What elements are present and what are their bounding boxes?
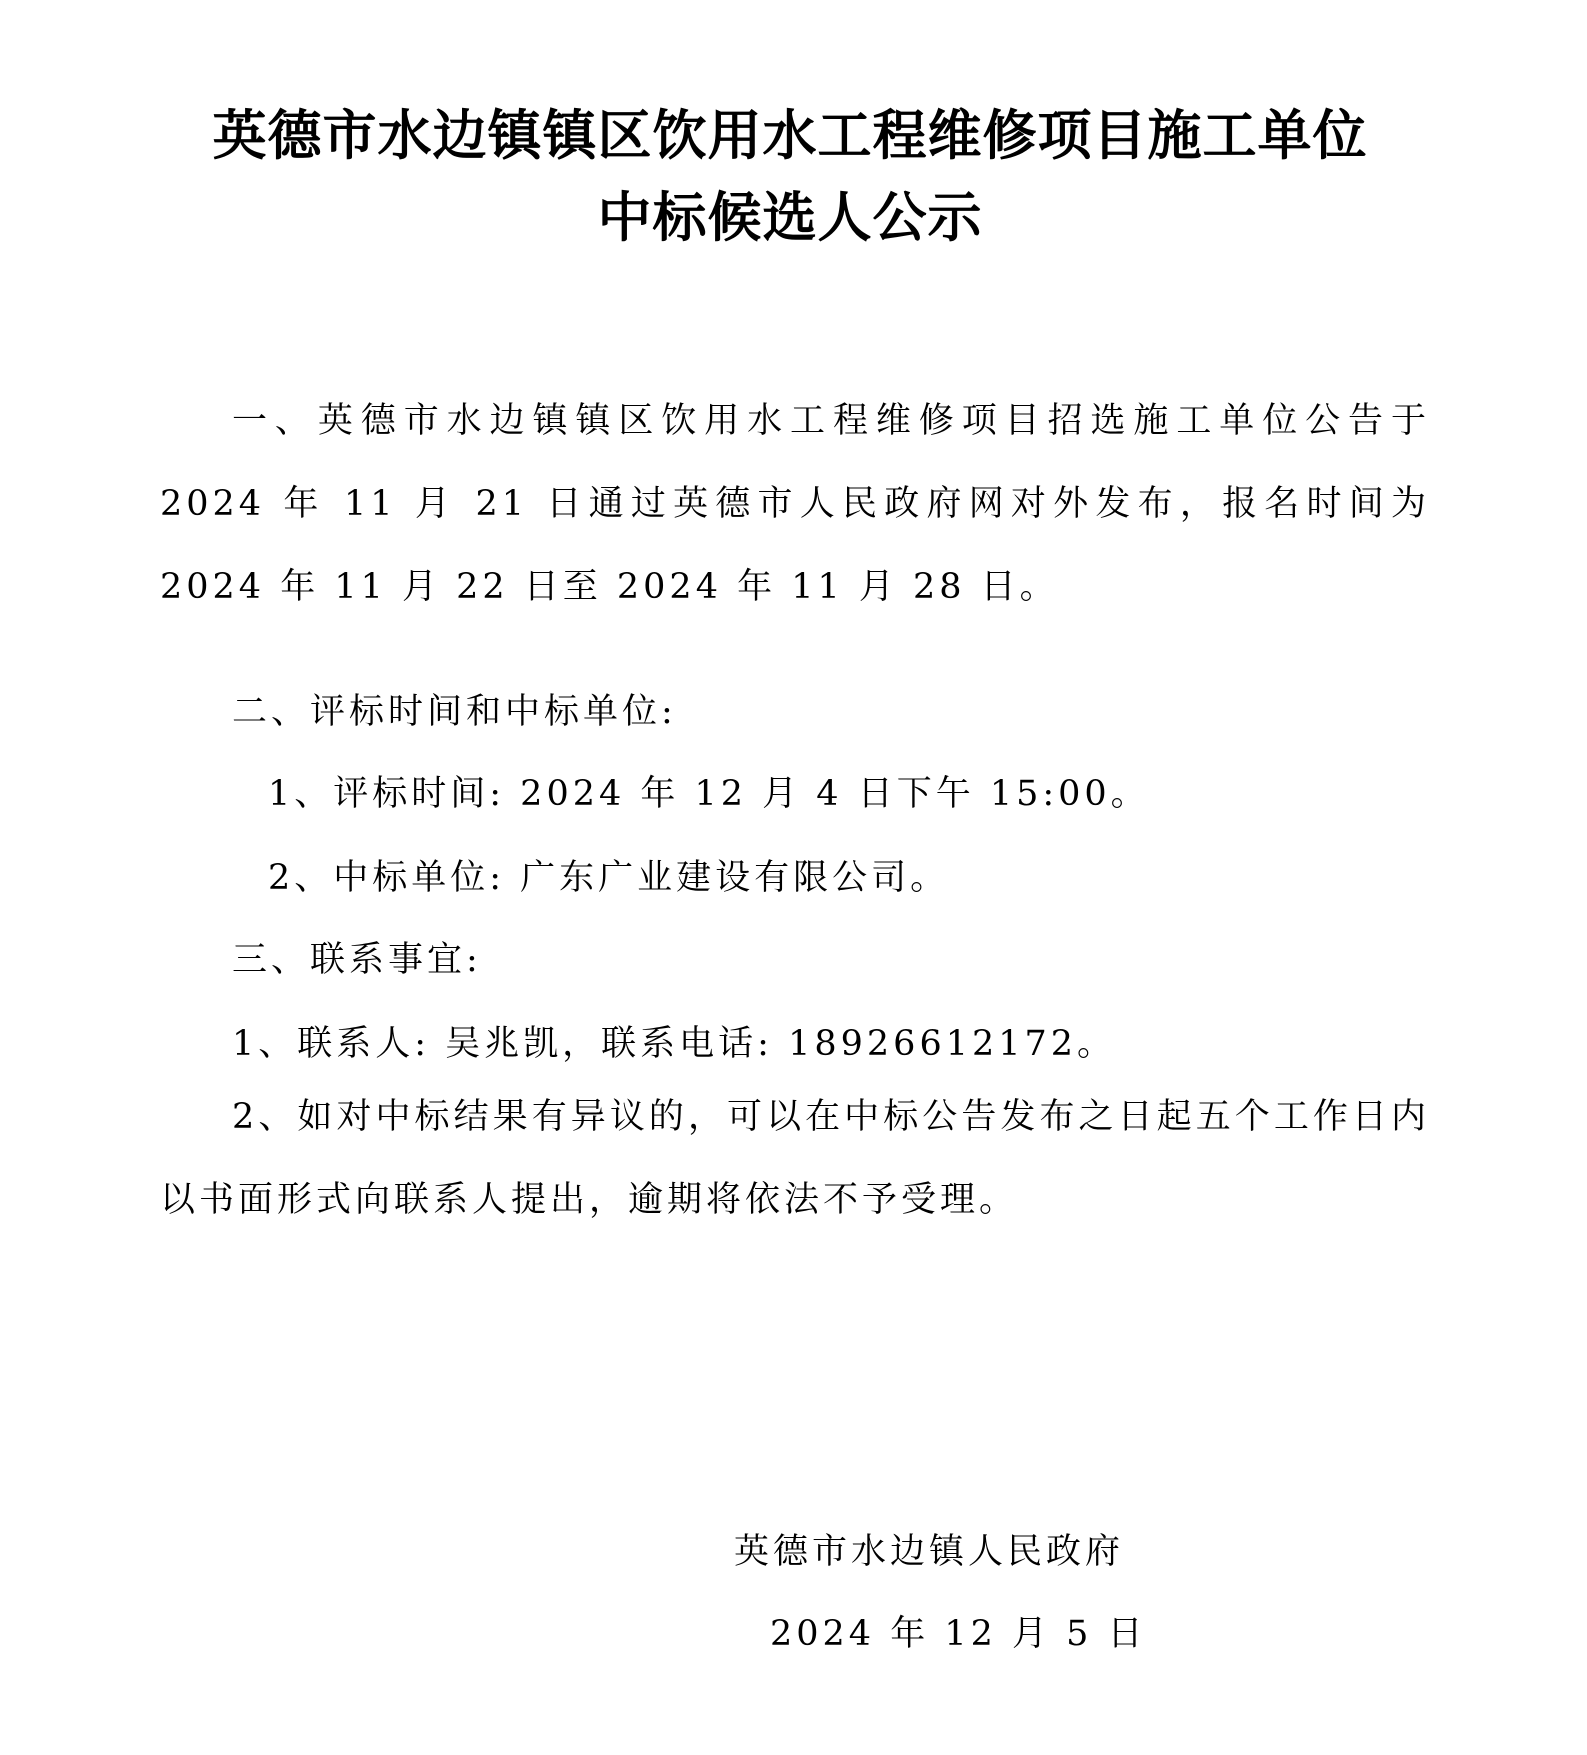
objection-notice-paragraph: 2、如对中标结果有异议的，可以在中标公告发布之日起五个工作日内以书面形式向联系人提出，逾期将依法不予受理。	[160, 1097, 1430, 1220]
section-1-paragraph: 一、英德市水边镇镇区饮用水工程维修项目招选施工单位公告于 2024 年 11 月 21 日通过英德市人民政府网对外发布，报名时间为 2024 年 11 月 22 日至 2024 年 11 月 28 日。	[160, 401, 1430, 607]
section-2-heading: 二、评标时间和中标单位:	[232, 692, 677, 732]
document-title-line-1: 英德市水边镇镇区饮用水工程维修项目施工单位	[212, 104, 1368, 167]
contact-person-item: 1、联系人: 吴兆凯，联系电话: 18926612172。	[232, 1024, 1117, 1064]
document-title-line-2: 中标候选人公示	[597, 186, 983, 249]
winning-bidder-item: 2、中标单位: 广东广业建设有限公司。	[268, 858, 950, 898]
signature-organization: 英德市水边镇人民政府	[734, 1532, 1125, 1572]
evaluation-time-item: 1、评标时间: 2024 年 12 月 4 日下午 15:00。	[268, 774, 1150, 814]
section-3-heading: 三、联系事宜:	[232, 940, 482, 980]
signature-date: 2024 年 12 月 5 日	[770, 1614, 1147, 1654]
